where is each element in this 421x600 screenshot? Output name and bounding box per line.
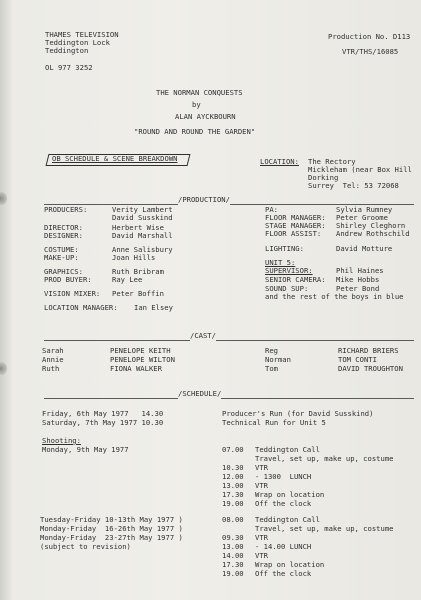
series-title: THE NORMAN CONQUESTS bbox=[156, 88, 243, 97]
crew-role: LOCATION MANAGER: bbox=[44, 303, 118, 312]
crew-note: and the rest of the boys in blue bbox=[265, 292, 404, 301]
revision-note: (subject to revision) bbox=[40, 542, 131, 551]
call-time: 14.00 bbox=[222, 551, 244, 560]
crew-role: LIGHTING: bbox=[265, 244, 304, 253]
shooting-label: Shooting: bbox=[42, 436, 81, 445]
address-line: Teddington Lock bbox=[45, 38, 110, 47]
crew-name: Peter Groome bbox=[336, 213, 388, 222]
section-rule bbox=[44, 340, 414, 341]
crew-name: Shirley Cleghorn bbox=[336, 221, 406, 230]
cast-actor: PENELOPE WILTON bbox=[110, 355, 175, 364]
crew-name: Mike Hobbs bbox=[336, 275, 380, 284]
call-time: 08.00 bbox=[222, 515, 244, 524]
call-time: 13.00 bbox=[222, 481, 244, 490]
location-line: Dorking bbox=[308, 173, 339, 182]
location-line: The Rectory bbox=[308, 157, 356, 166]
cast-character: Tom bbox=[265, 364, 278, 373]
crew-role: SENIOR CAMERA: bbox=[265, 275, 326, 284]
schedule-banner bbox=[41, 153, 195, 166]
call-item: Off the clock bbox=[255, 569, 312, 578]
crew-name: Herbert Wise bbox=[112, 223, 164, 232]
crew-name: Peter Boffin bbox=[112, 289, 164, 298]
call-item: - 1300 LUNCH bbox=[255, 472, 312, 481]
call-time: 13.00 bbox=[222, 542, 244, 551]
banner-text: OB SCHEDULE & SCENE BREAKDOWN bbox=[52, 154, 178, 163]
cast-actor: FIONA WALKER bbox=[110, 364, 162, 373]
schedule-heading: /SCHEDULE/ bbox=[178, 389, 222, 398]
location-line: Surrey Tel: 53 72068 bbox=[308, 181, 399, 190]
crew-role: STAGE MANAGER: bbox=[265, 221, 326, 230]
crew-name: Anne Salisbury bbox=[112, 245, 173, 254]
episode-title: "ROUND AND ROUND THE GARDEN" bbox=[134, 127, 256, 136]
call-time: 10.30 bbox=[222, 463, 244, 472]
call-time: 19.00 bbox=[222, 499, 244, 508]
later-date: Monday-Friday 23-27th May 1977 ) bbox=[40, 533, 183, 542]
call-item: Wrap on location bbox=[255, 560, 325, 569]
cast-actor: DAVID TROUGHTON bbox=[338, 364, 403, 373]
crew-name: Ray Lee bbox=[112, 275, 143, 284]
call-item: VTR bbox=[255, 551, 268, 560]
call-item: Travel, set up, make up, costume bbox=[255, 524, 394, 533]
crew-role: VISION MIXER: bbox=[44, 289, 101, 298]
call-time: 09.30 bbox=[222, 533, 244, 542]
company-name: THAMES TELEVISION bbox=[45, 30, 119, 39]
author: ALAN AYCKBOURN bbox=[175, 112, 236, 121]
call-item: Teddington Call bbox=[255, 515, 320, 524]
cast-character: Annie bbox=[42, 355, 64, 364]
crew-name: Peter Bond bbox=[336, 284, 380, 293]
crew-role: DIRECTOR: bbox=[44, 223, 83, 232]
crew-role: DESIGNER: bbox=[44, 231, 83, 240]
production-number: Production No. D113 bbox=[328, 32, 411, 41]
call-item: Wrap on location bbox=[255, 490, 325, 499]
punch-hole bbox=[0, 362, 7, 375]
call-time: 17.30 bbox=[222, 560, 244, 569]
call-item: VTR bbox=[255, 533, 268, 542]
call-item: - 14.00 LUNCH bbox=[255, 542, 312, 551]
cast-character: Sarah bbox=[42, 346, 64, 355]
run-description: Producer's Run (for David Susskind) bbox=[222, 409, 374, 418]
crew-name: Phil Haines bbox=[336, 266, 384, 275]
cast-character: Norman bbox=[265, 355, 291, 364]
run-date: Saturday, 7th May 1977 10.30 bbox=[42, 418, 164, 427]
run-description: Technical Run for Unit 5 bbox=[222, 418, 326, 427]
crew-role: SOUND SUP: bbox=[265, 284, 309, 293]
crew-role: FLOOR MANAGER: bbox=[265, 213, 326, 222]
crew-role: PA: bbox=[265, 205, 278, 214]
by-text: by bbox=[192, 100, 201, 109]
unit-heading: UNIT 5: bbox=[265, 258, 296, 267]
crew-name: Joan Hills bbox=[112, 253, 156, 262]
cast-character: Ruth bbox=[42, 364, 60, 373]
cast-heading: /CAST/ bbox=[190, 331, 216, 340]
cast-character: Reg bbox=[265, 346, 278, 355]
address-line: Teddington bbox=[45, 46, 89, 55]
call-time: 12.00 bbox=[222, 472, 244, 481]
cast-actor: PENELOPE KEITH bbox=[110, 346, 171, 355]
call-item: VTR bbox=[255, 463, 268, 472]
crew-name: David Motture bbox=[336, 244, 393, 253]
call-item: VTR bbox=[255, 481, 268, 490]
crew-role: GRAPHICS: bbox=[44, 267, 83, 276]
crew-name: Ian Elsey bbox=[134, 303, 173, 312]
crew-role: SUPERVISOR: bbox=[265, 266, 313, 275]
crew-role: PRODUCERS: bbox=[44, 205, 88, 214]
location-label: LOCATION: bbox=[260, 157, 299, 166]
call-time: 07.00 bbox=[222, 445, 244, 454]
call-item: Travel, set up, make up, costume bbox=[255, 454, 394, 463]
run-date: Friday, 6th May 1977 14.30 bbox=[42, 409, 164, 418]
call-time: 19.00 bbox=[222, 569, 244, 578]
phone-number: OL 977 3252 bbox=[45, 63, 93, 72]
later-date: Tuesday-Friday 10-13th May 1977 ) bbox=[40, 515, 183, 524]
crew-name: David Marshall bbox=[112, 231, 173, 240]
reference-number: VTR/THS/16085 bbox=[342, 47, 399, 56]
production-heading: /PRODUCTION/ bbox=[178, 195, 230, 204]
later-date: Monday-Friday 16-26th May 1977 ) bbox=[40, 524, 183, 533]
punch-hole bbox=[0, 192, 7, 205]
crew-role: MAKE-UP: bbox=[44, 253, 79, 262]
cast-actor: RICHARD BRIERS bbox=[338, 346, 399, 355]
crew-role: FLOOR ASSIST: bbox=[265, 229, 322, 238]
call-time: 17.30 bbox=[222, 490, 244, 499]
location-line: Mickleham (near Box Hill bbox=[308, 165, 412, 174]
crew-role: COSTUME: bbox=[44, 245, 79, 254]
cast-actor: TOM CONTI bbox=[338, 355, 377, 364]
crew-name: Sylvia Rumney bbox=[336, 205, 393, 214]
crew-role: PROD BUYER: bbox=[44, 275, 92, 284]
section-rule bbox=[44, 398, 414, 399]
crew-name: Ruth Bribram bbox=[112, 267, 164, 276]
call-item: Teddington Call bbox=[255, 445, 320, 454]
crew-name: Andrew Rothschild bbox=[336, 229, 410, 238]
shooting-date: Monday, 9th May 1977 bbox=[42, 445, 129, 454]
crew-name: Verity Lambert bbox=[112, 205, 173, 214]
crew-name: David Susskind bbox=[112, 213, 173, 222]
call-item: Off the clock bbox=[255, 499, 312, 508]
